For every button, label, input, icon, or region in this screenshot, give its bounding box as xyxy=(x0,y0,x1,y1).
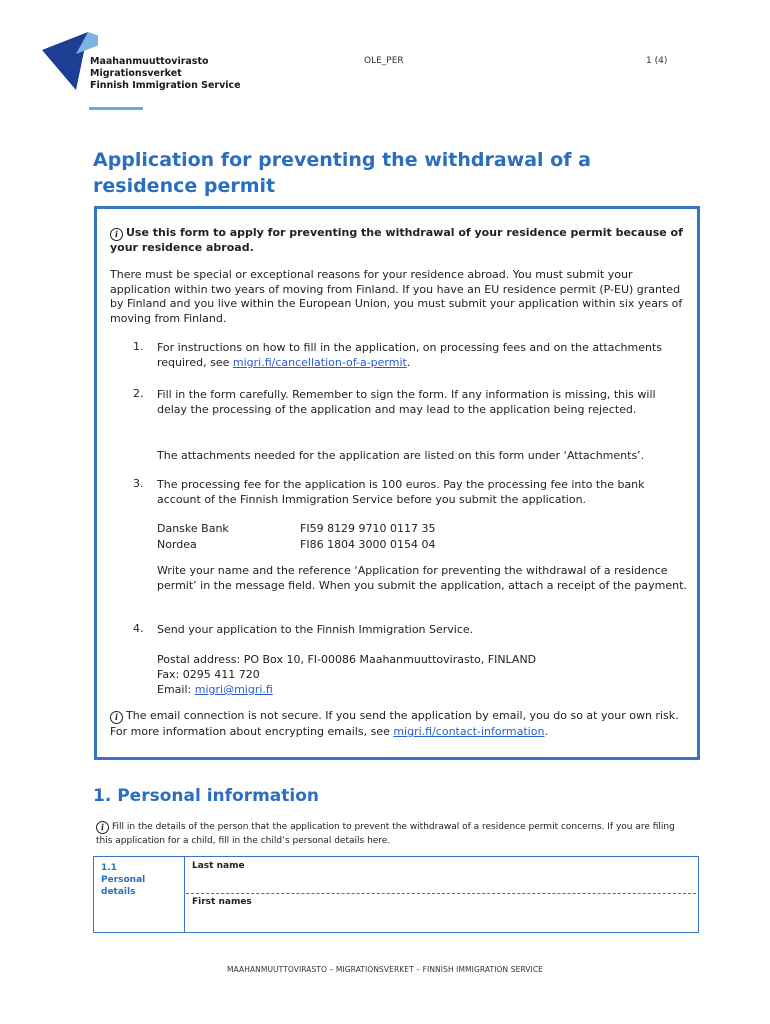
personal-details-label xyxy=(101,862,145,898)
logo-line-sv: Migrationsverket xyxy=(90,68,182,79)
section-note xyxy=(96,820,686,848)
note-text: The email connection is not secure. If you send the application by email, you do so at your own risk. For more information about encrypting emails, see xyxy=(110,709,679,738)
item-2-number: 2. xyxy=(133,387,144,400)
personal-details-table xyxy=(93,856,699,933)
item-4-text: Send your application to the Finnish Immigration Service. xyxy=(157,623,474,636)
note-end: . xyxy=(544,725,548,738)
bank-name-nordea: Nordea xyxy=(157,538,197,551)
page-title: Application for preventing the withdrawal of a residence permit xyxy=(93,149,591,197)
logo-line-en: Finnish Immigration Service xyxy=(90,80,241,91)
bank-iban-nordea: FI86 1804 3000 0154 04 xyxy=(300,538,436,551)
personal-details-label-cell xyxy=(94,857,185,932)
instructions-intro xyxy=(110,226,686,256)
cancellation-permit-link[interactable]: migri.fi/cancellation-of-a-permit xyxy=(232,356,407,369)
field-number: 1.1 xyxy=(101,863,117,873)
page-footer: MAAHANMUUTTOVIRASTO – MIGRATIONSVERKET – FINNISH IMMIGRATION SERVICE xyxy=(226,965,544,974)
item-1-body: For instructions on how to fill in the application, on processing fees and on the attachments required, see xyxy=(157,341,662,369)
item-2-sub: The attachments needed for the application are listed on this form under ‘Attachments’. xyxy=(157,449,645,462)
migri-logo-icon xyxy=(38,28,98,90)
info-icon: i xyxy=(96,821,109,834)
email-security-note xyxy=(110,708,690,739)
label-line-2: details xyxy=(101,887,136,897)
logo-text xyxy=(90,56,241,92)
last-name-label: Last name xyxy=(192,861,245,871)
contact-info-link[interactable]: migri.fi/contact-information xyxy=(393,725,545,738)
label-line-1: Personal xyxy=(101,875,146,885)
intro-bold-text: Use this form to apply for preventing the withdrawal of your residence permit because of your residence abroad. xyxy=(110,226,683,254)
info-icon: i xyxy=(110,228,123,241)
email-label: Email: xyxy=(157,683,195,696)
fax-number: Fax: 0295 411 720 xyxy=(157,668,260,681)
field-divider xyxy=(186,893,696,894)
item-1-text xyxy=(157,340,687,370)
section-title: 1. Personal information xyxy=(93,786,320,806)
item-2-text: Fill in the form carefully. Remember to sign the form. If any information is missing, this will delay the processing of the application and may lead to the application being rejected. xyxy=(157,388,656,416)
item-3-text: The processing fee for the application is 100 euros. Pay the processing fee into the bank account of the Finnish Immigration Service before you submit the application. xyxy=(157,478,645,506)
bank-iban-danske: FI59 8129 9710 0117 35 xyxy=(300,522,436,535)
postal-address: Postal address: PO Box 10, FI-00086 Maahanmuuttovirasto, FINLAND xyxy=(157,653,537,666)
page-number: 1 (4) xyxy=(646,56,668,66)
email-link[interactable]: migri@migri.fi xyxy=(194,683,273,696)
bank-name-danske: Danske Bank xyxy=(157,522,229,535)
info-icon: i xyxy=(110,711,123,724)
first-names-label: First names xyxy=(192,897,252,907)
email-line xyxy=(157,682,687,697)
item-3-number: 3. xyxy=(133,477,144,490)
item-4-number: 4. xyxy=(133,622,144,635)
logo-line-fi: Maahanmuuttovirasto xyxy=(90,56,209,67)
document-code: OLE_PER xyxy=(364,56,404,66)
logo-underline xyxy=(89,107,143,110)
section-note-text: Fill in the details of the person that the application to prevent the withdrawal of a residence permit concerns. If you are filing this application for a child, fill in the child’s personal details here. xyxy=(96,822,675,846)
item-1-number: 1. xyxy=(133,340,144,353)
item-3-sub: Write your name and the reference ‘Application for preventing the withdrawal of a residence permit’ in the message field. When you submit the application, attach a receipt of the payment. xyxy=(157,564,687,592)
intro-paragraph: There must be special or exceptional reasons for your residence abroad. You must submit your application within two years of moving from Finland. If you have an EU residence permit (P-EU) granted by Finland and you live within the European Union, you must submit your application within six years of moving from Finland. xyxy=(110,268,683,325)
item-1-end: . xyxy=(406,356,411,369)
